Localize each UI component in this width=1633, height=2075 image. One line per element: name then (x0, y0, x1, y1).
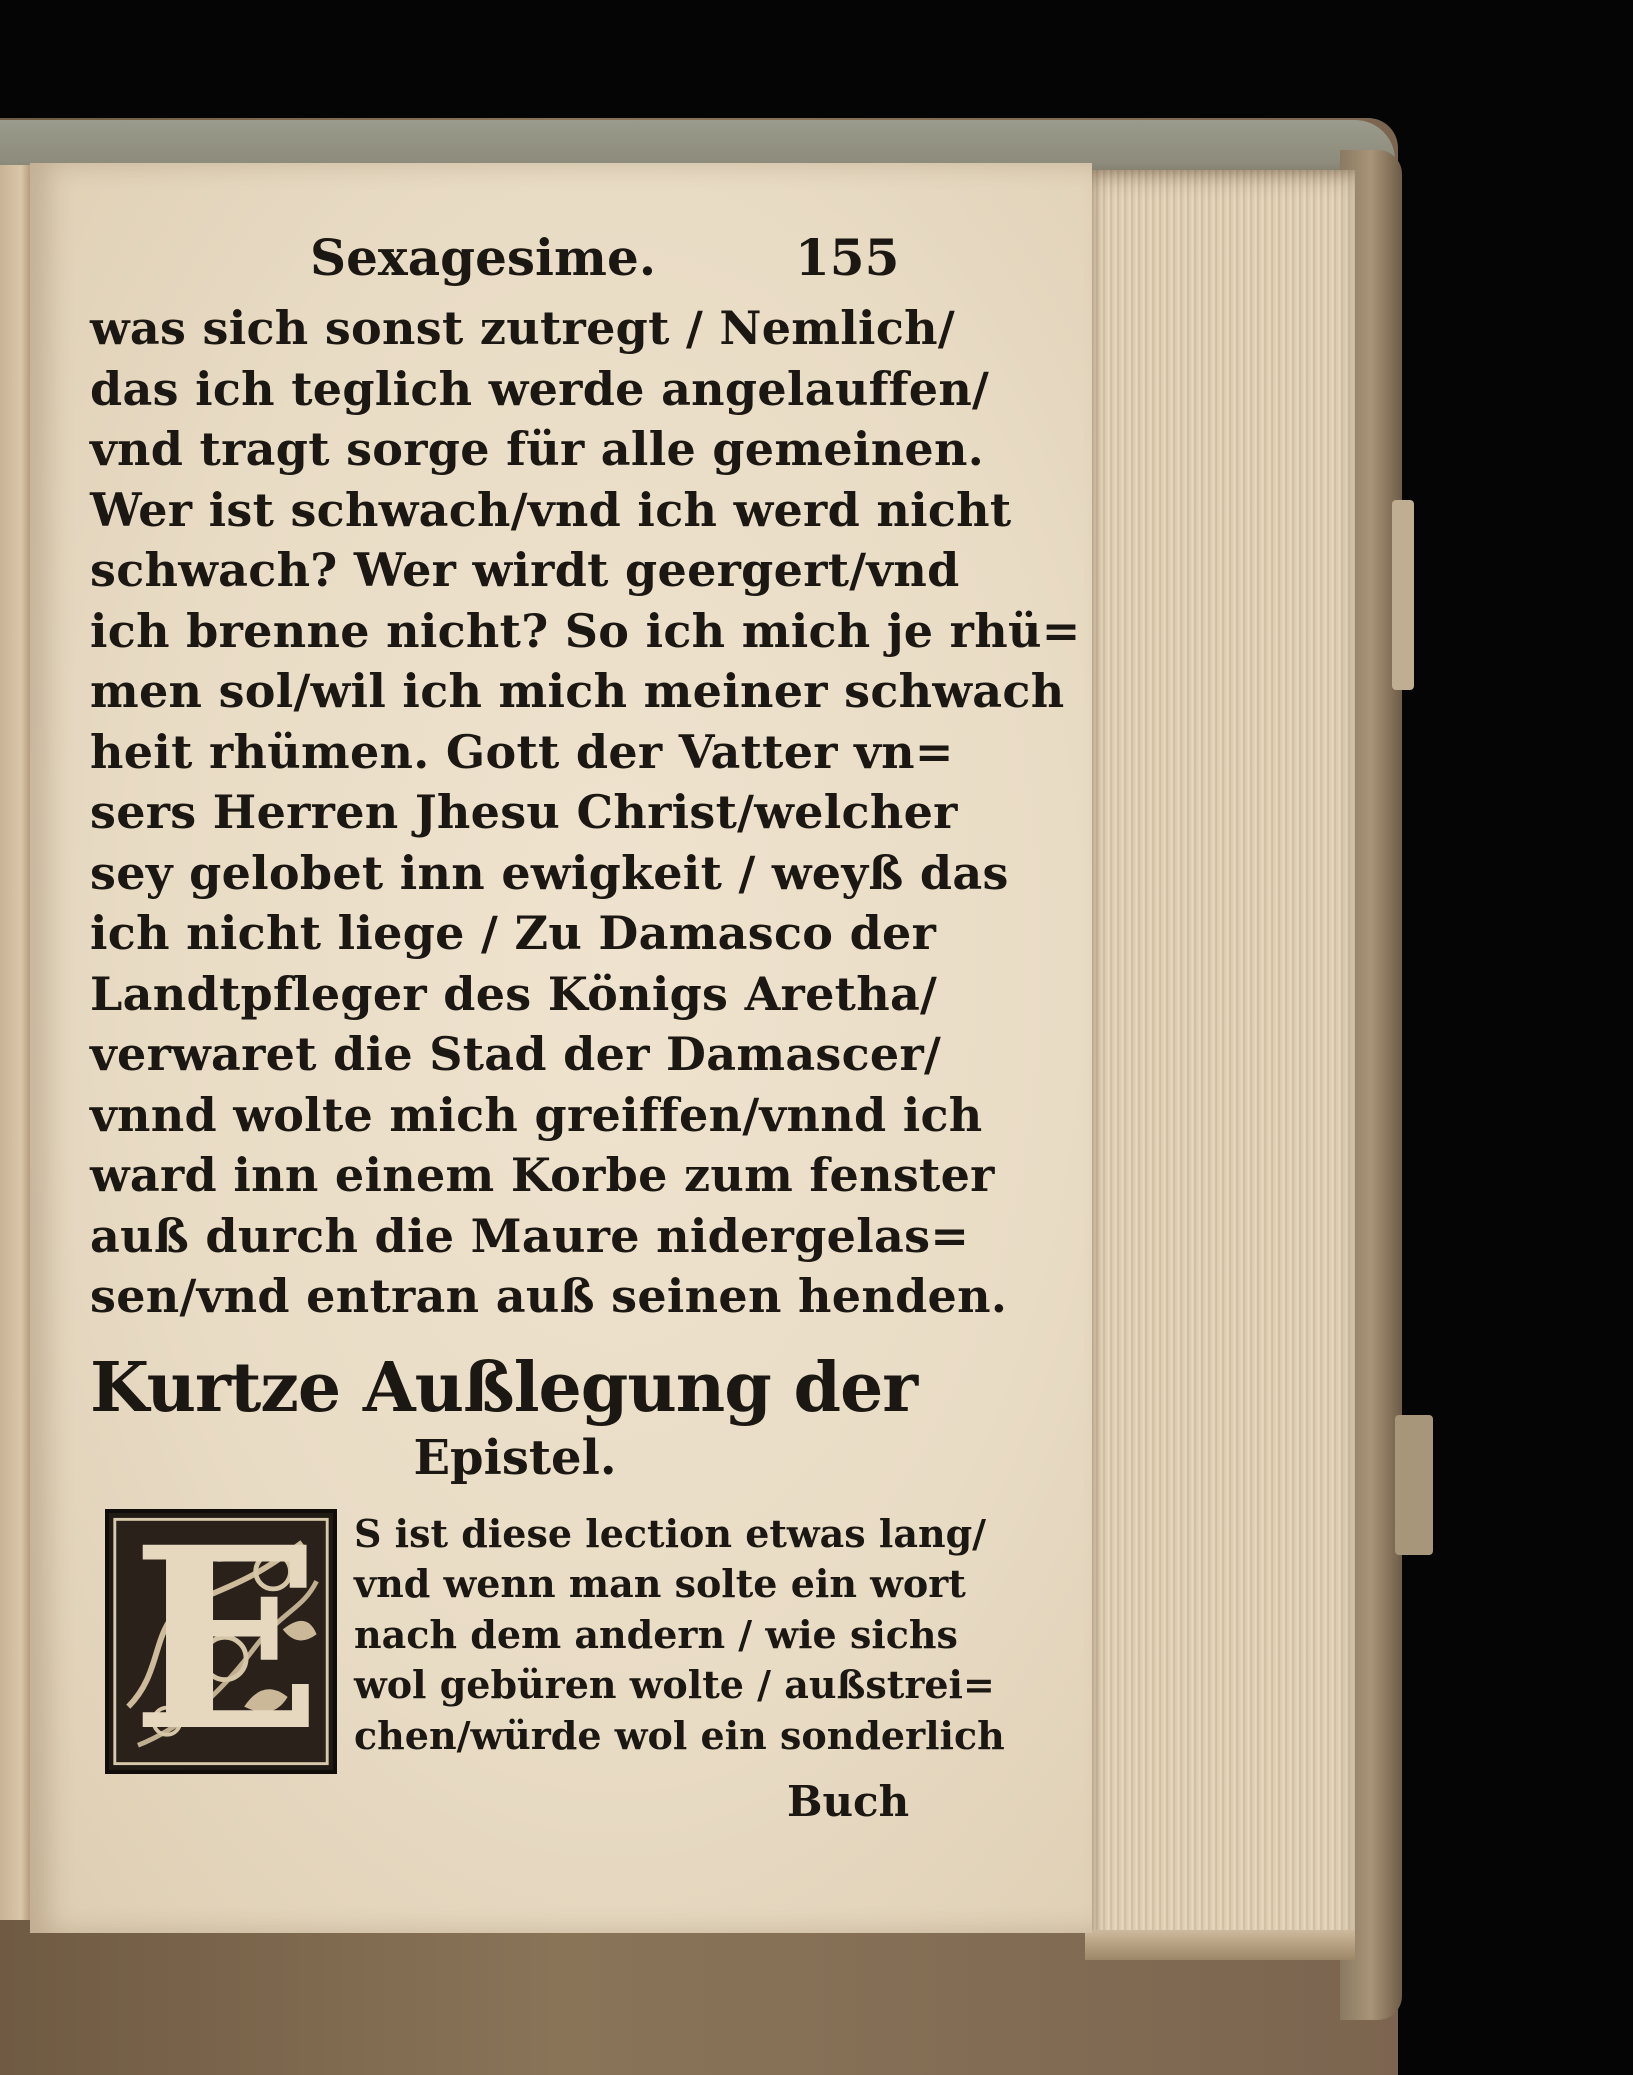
text-line: was sich sonst zutregt / Nemlich/ (90, 301, 955, 355)
running-title: Sexagesime. (310, 228, 657, 287)
text-line: vnd wenn man solte ein wort (354, 1561, 966, 1606)
text-line: sers Herren Jhesu Christ/welcher (90, 785, 958, 839)
clasp-tab-upper (1392, 500, 1414, 690)
text-line: heit rhümen. Gott der Vatter vn= (90, 724, 954, 779)
opening-lines (354, 1509, 1005, 1762)
text-line: Landtpfleger des Königs Aretha/ (90, 966, 938, 1021)
page-stack-fore-edge (1085, 170, 1355, 1950)
text-line: chen/würde wol ein sonderlich (354, 1712, 1005, 1758)
text-line: vnd tragt sorge für alle gemeinen. (90, 422, 985, 476)
text-line: men sol/wil ich mich meiner schwach (90, 664, 1065, 718)
section-subheading: Epistel. (413, 1429, 617, 1486)
text-line: S ist diese lection etwas lang/ (354, 1510, 987, 1556)
text-line: verwaret die Stad der Damascer/ (90, 1027, 942, 1081)
page-number: 155 (795, 228, 900, 287)
catchword: Buch (787, 1776, 910, 1826)
section-heading: Kurtze Außlegung der (90, 1347, 918, 1428)
initial-letter: E (131, 1508, 322, 1774)
text-line: auß durch die Maure nidergelas= (90, 1208, 970, 1263)
text-line: wol gebüren wolte / außstrei= (354, 1662, 995, 1707)
text-line: nach dem andern / wie sichs (354, 1611, 958, 1657)
running-head (90, 228, 900, 298)
page-stack-bottom (1085, 1930, 1355, 1960)
text-line: sen/vnd entran auß seinen henden. (90, 1269, 1008, 1323)
text-line: sey gelobet inn ewigkeit / weyß das (90, 845, 1009, 900)
text-line: ward inn einem Korbe zum fenster (90, 1148, 995, 1202)
text-line: das ich teglich werde angelauffen/ (90, 361, 990, 416)
text-line: schwach? Wer wirdt geergert/vnd (90, 543, 960, 597)
text-line: ich brenne nicht? So ich mich je rhü= (90, 603, 1081, 658)
facing-page-edge (0, 165, 30, 1920)
clasp-tab-lower (1395, 1415, 1433, 1555)
text-line: ich nicht liege / Zu Damasco der (90, 906, 937, 960)
text-line: Wer ist schwach/vnd ich werd nicht (90, 482, 1012, 537)
body-text (90, 298, 1081, 1327)
text-line: vnnd wolte mich greiffen/vnnd ich (90, 1087, 983, 1142)
decorated-initial (105, 1509, 337, 1774)
page-text (90, 228, 1081, 1839)
opening-paragraph (90, 1508, 1005, 1839)
